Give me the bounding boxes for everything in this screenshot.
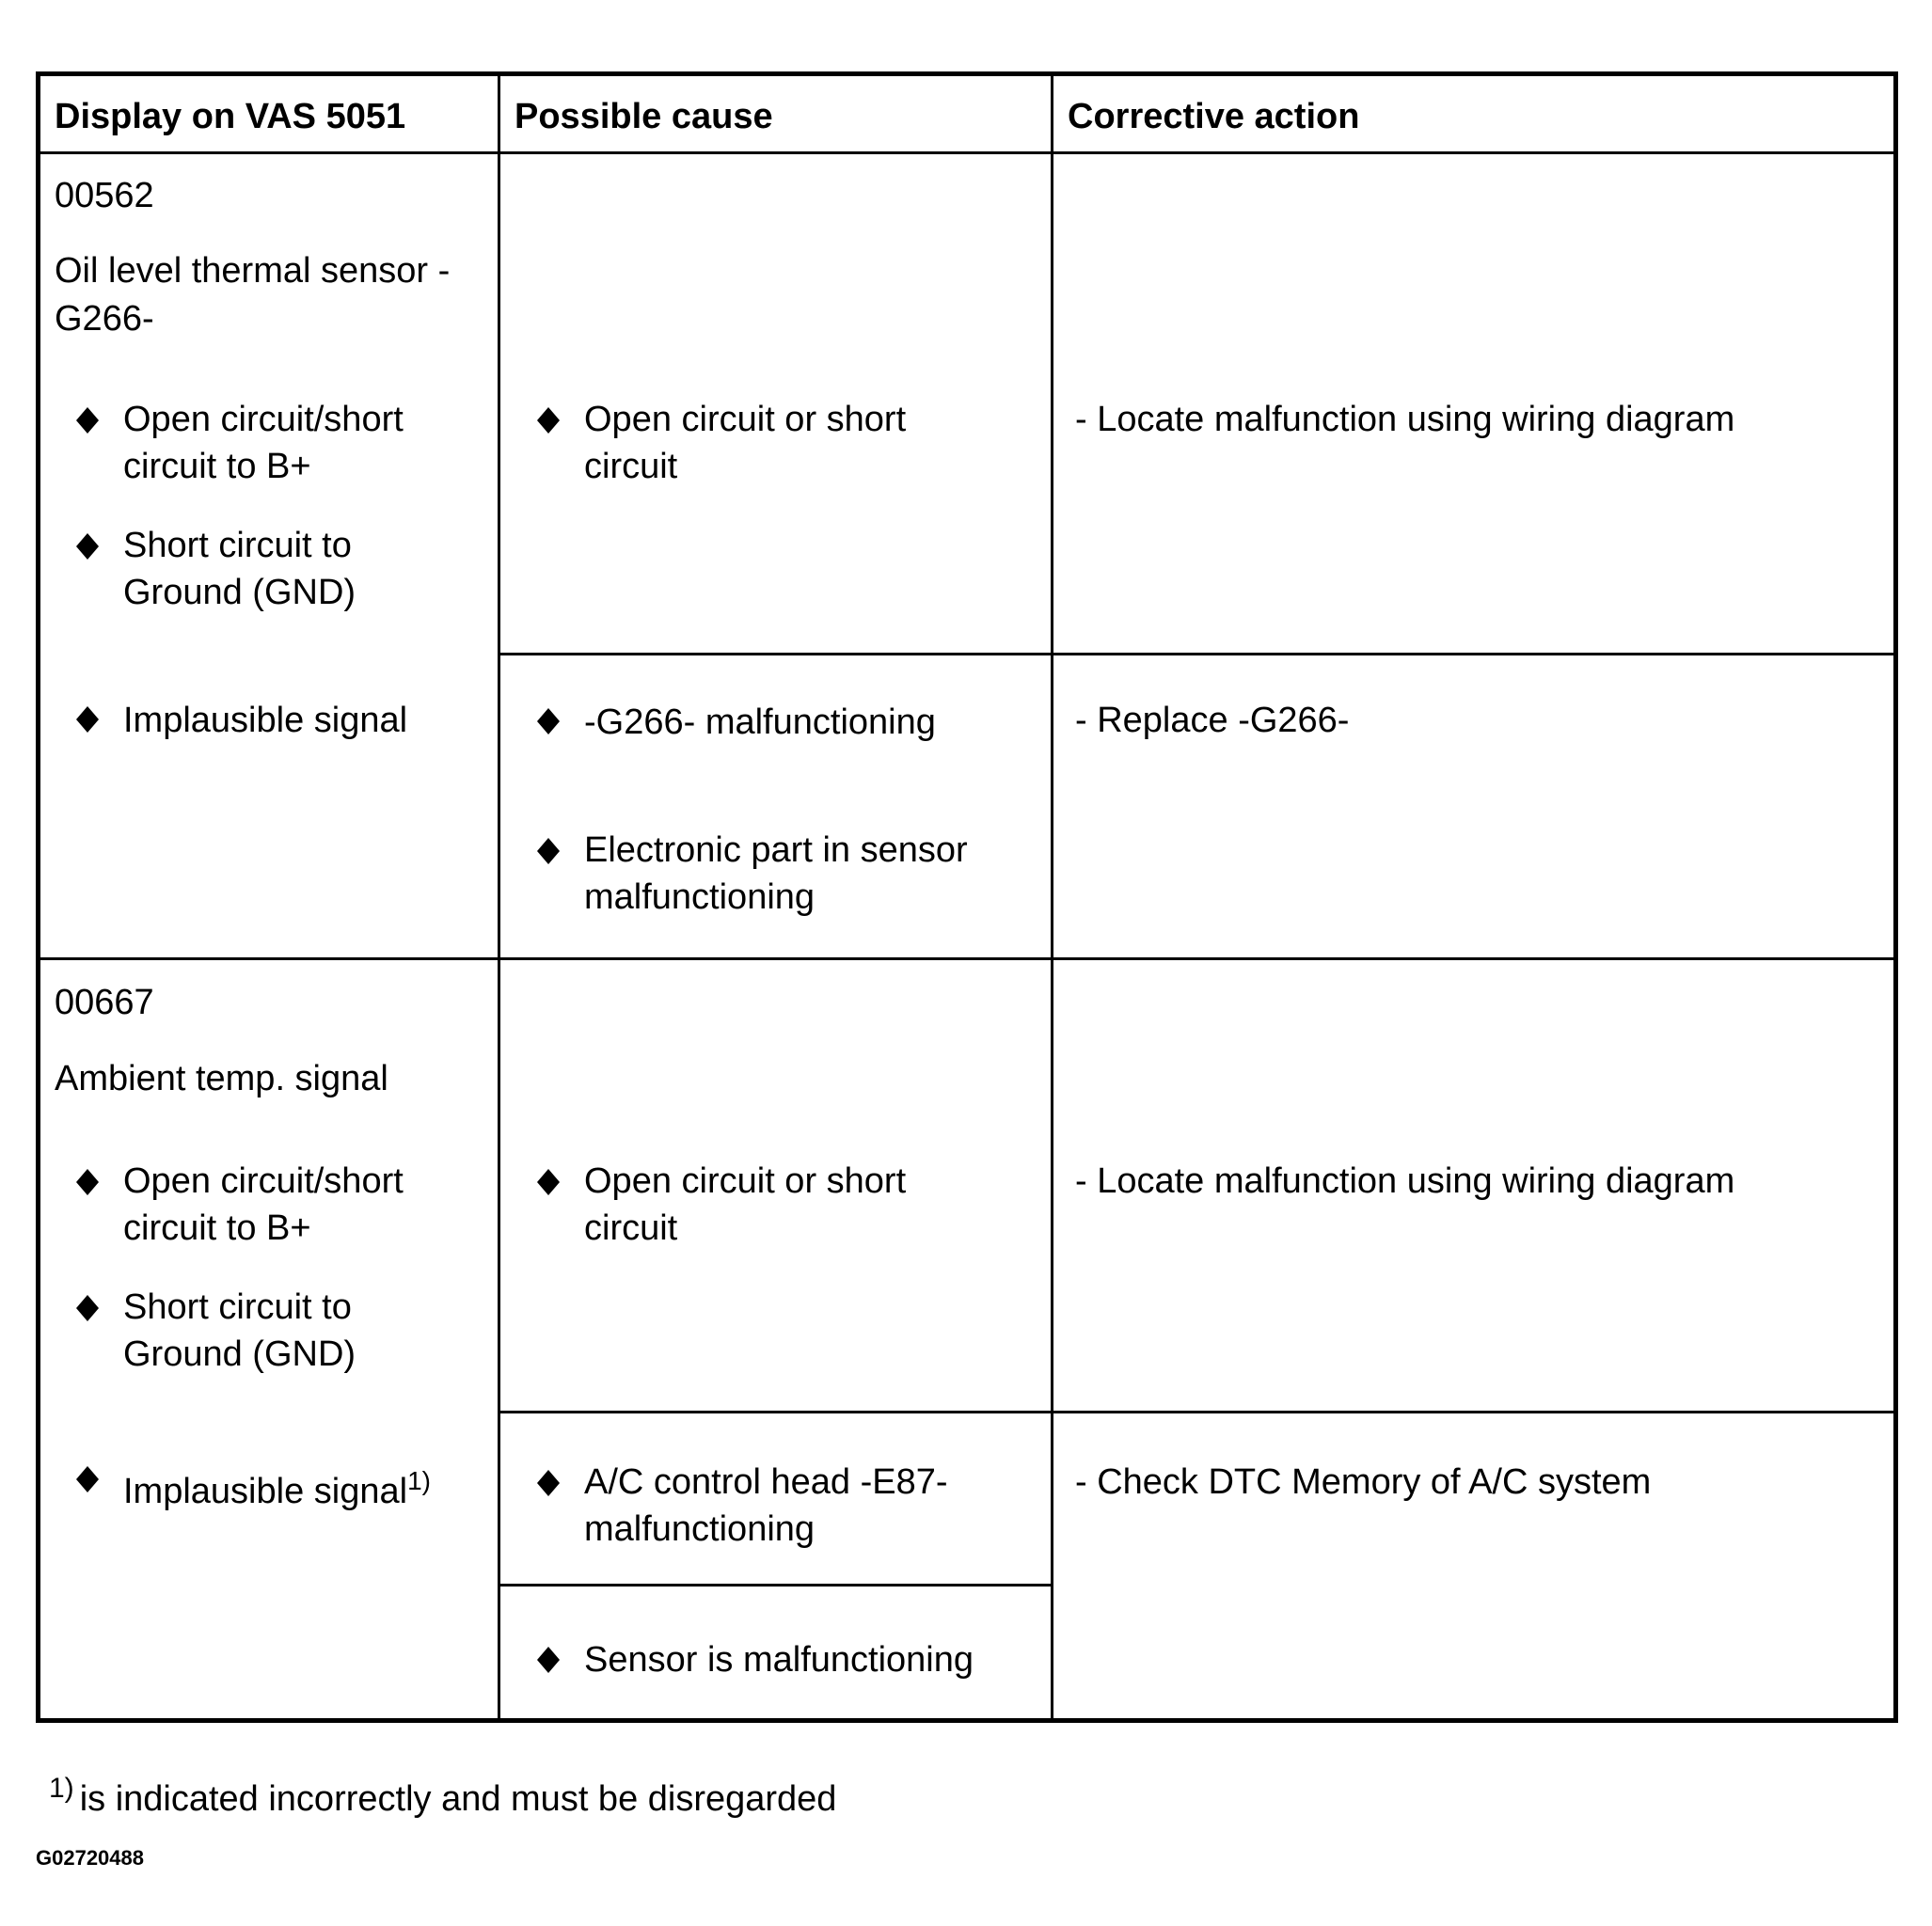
action-text: - Locate malfunction using wiring diagram (1075, 400, 1735, 439)
header-action: Corrective action (1068, 97, 1360, 136)
diamond-bullet-icon (534, 1469, 562, 1497)
symptom-text-main: Implausible signal (123, 1472, 408, 1511)
symptom-text: Implausible signal (123, 701, 408, 740)
diamond-bullet-icon (73, 532, 102, 560)
footnote-text: is indicated incorrectly and must be disregarded (79, 1779, 837, 1819)
symptom-text: Short circuit to (123, 526, 352, 565)
header-display: Display on VAS 5051 (55, 97, 406, 136)
cause-text: Open circuit or short (584, 1161, 907, 1201)
dtc-code: 00667 (55, 983, 154, 1022)
action-text: - Replace -G266- (1075, 701, 1350, 740)
row1-subdivider (498, 653, 1898, 655)
header-divider (36, 151, 1898, 154)
column-divider-2 (1051, 71, 1053, 1723)
row-divider (36, 957, 1898, 960)
dtc-name: Oil level thermal sensor - (55, 251, 451, 291)
column-divider-1 (498, 71, 500, 1723)
diamond-bullet-icon (73, 1465, 102, 1493)
diamond-bullet-icon (534, 707, 562, 735)
cause-text: Electronic part in sensor (584, 830, 968, 870)
header-cause: Possible cause (515, 97, 773, 136)
cause-text: A/C control head -E87- (584, 1462, 948, 1502)
diamond-bullet-icon (534, 406, 562, 434)
diamond-bullet-icon (73, 705, 102, 734)
symptom-text: Open circuit/short (123, 400, 404, 439)
footnote-marker: 1) (49, 1773, 74, 1804)
cause-text-cont: circuit (584, 1208, 678, 1248)
cause-text-cont: malfunctioning (584, 1509, 816, 1549)
footnote (49, 1773, 837, 1825)
dtc-name-cont: G266- (55, 299, 154, 339)
symptom-text-cont: Ground (GND) (123, 573, 356, 612)
cause-text: Open circuit or short (584, 400, 907, 439)
symptom-text: Open circuit/short (123, 1161, 404, 1201)
cause-text: Sensor is malfunctioning (584, 1640, 974, 1680)
footnote-reference: 1) (407, 1466, 431, 1495)
row2-cause-subdivider (498, 1584, 1053, 1587)
symptom-text-cont: circuit to B+ (123, 1208, 311, 1248)
diamond-bullet-icon (73, 1168, 102, 1196)
dtc-name: Ambient temp. signal (55, 1059, 388, 1098)
table-border-top (36, 71, 1898, 76)
cause-text-cont: circuit (584, 447, 678, 486)
symptom-text-cont: circuit to B+ (123, 447, 311, 486)
symptom-text: Short circuit to (123, 1287, 352, 1327)
symptom-text-cont: Ground (GND) (123, 1334, 356, 1374)
table-border-bottom (36, 1718, 1898, 1723)
cause-text: -G266- malfunctioning (584, 703, 936, 742)
diamond-bullet-icon (534, 1646, 562, 1674)
diamond-bullet-icon (73, 406, 102, 434)
action-text: - Check DTC Memory of A/C system (1075, 1462, 1652, 1502)
table-border-right (1893, 71, 1898, 1723)
diamond-bullet-icon (73, 1294, 102, 1322)
symptom-text (123, 1468, 431, 1515)
row2-subdivider (498, 1411, 1898, 1413)
diamond-bullet-icon (534, 837, 562, 865)
cause-text-cont: malfunctioning (584, 877, 816, 917)
action-text: - Locate malfunction using wiring diagram (1075, 1161, 1735, 1201)
figure-id: G02720488 (36, 1846, 144, 1870)
diamond-bullet-icon (534, 1168, 562, 1196)
dtc-code: 00562 (55, 176, 154, 215)
table-border-left (36, 71, 40, 1723)
